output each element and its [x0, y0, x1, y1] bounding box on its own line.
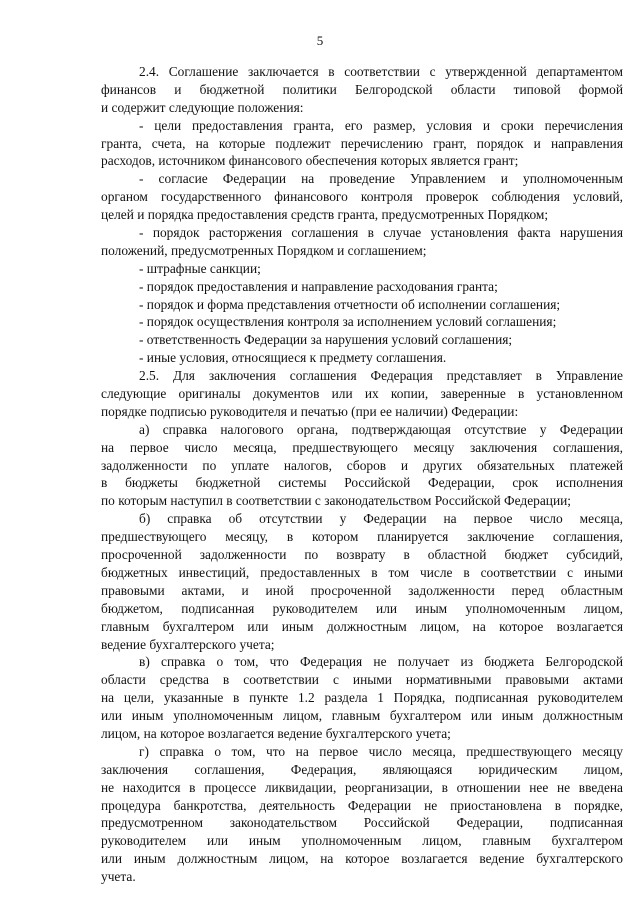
text-line: бюджетом, подписанная руководителем или иным уполномоченным лицом, [101, 600, 623, 616]
text-line: в) справка о том, что Федерация не получает из бюджета Белгородской [139, 654, 623, 670]
text-line: руководителем или иным уполномоченным лицом, главным бухгалтером [101, 833, 623, 849]
text-line: процедура банкротства, деятельность Федерации не приостановлена в порядке, [101, 797, 623, 813]
text-line: в бюджеты бюджетной системы Российской Федерации, срок исполнения [101, 475, 623, 491]
text-line: задолженности по уплате налогов, сборов и других обязательных платежей [101, 457, 623, 473]
text-line: финансов и бюджетной политики Белгородской области типовой формой [101, 81, 623, 97]
text-line: предусмотренном законодательством Российской Федерации, подписанная [101, 815, 623, 831]
text-line: области средства в соответствии с иными нормативными правовыми актами [101, 672, 623, 688]
text-line: на цели, указанные в пункте 1.2 раздела 1 Порядка, подписанная руководителем [101, 690, 623, 706]
text-line: положений, предусмотренных Порядком и соглашением; [101, 242, 427, 258]
text-line: расходов, источником финансового обеспечения которых является грант; [101, 153, 519, 169]
text-line: ведение бухгалтерского учета; [101, 636, 275, 652]
text-line: следующие оригиналы документов или их копии, заверенные в установленном [101, 386, 623, 402]
text-line: - иные условия, относящиеся к предмету соглашения. [139, 350, 447, 366]
text-line: на первое число месяца, предшествующего месяцу заключения соглашения, [101, 439, 623, 455]
text-line: г) справка о том, что на первое число месяца, предшествующего месяцу [139, 743, 623, 759]
text-line: - порядок предоставления и направление расходования гранта; [139, 278, 498, 294]
text-line: бюджетных инвестиций, предоставленных в том числе в соответствии с иными [101, 564, 623, 580]
text-line: главным бухгалтером или иным должностным лицом, на которое возлагается [101, 618, 623, 634]
text-line: или иным уполномоченным лицом, главным бухгалтером или иным должностным [101, 708, 623, 724]
text-line: просроченной задолженности по возврату в областной бюджет субсидий, [101, 547, 623, 563]
text-line: и содержит следующие положения: [101, 99, 304, 115]
text-line: или иным должностным лицом, на которое возлагается ведение бухгалтерского [101, 851, 623, 867]
text-line: гранта, счета, на которые подлежит перечислению грант, порядок и направления [101, 135, 623, 151]
text-line: целей и порядка предоставления средств гранта, предусмотренных Порядком; [101, 207, 549, 223]
text-line: - цели предоставления гранта, его размер, условия и сроки перечисления [139, 117, 623, 133]
text-line: учета. [101, 869, 136, 885]
text-line: 2.4. Соглашение заключается в соответствии с утвержденной департаментом [139, 64, 623, 79]
text-line: не находится в процессе ликвидации, реорганизации, в отношении нее не введена [101, 779, 623, 795]
text-line: предшествующего месяцу, в котором планируется заключение соглашения, [101, 529, 623, 545]
text-line: - согласие Федерации на проведение Управлением и уполномоченным [139, 171, 623, 187]
text-line: порядке подписью руководителя и печатью (при ее наличии) Федерации: [101, 403, 519, 419]
text-line: - ответственность Федерации за нарушения условий соглашения; [139, 332, 513, 348]
text-line: по которым наступил в соответствии с законодательством Российской Федерации; [101, 493, 572, 509]
text-line: правовыми актами, и иной просроченной задолженности перед областным [101, 582, 623, 598]
text-line: - порядок осуществления контроля за исполнением условий соглашения; [139, 314, 557, 330]
text-line: - порядок расторжения соглашения в случае установления факта нарушения [139, 225, 623, 241]
document-body [101, 63, 623, 886]
text-line: а) справка налогового органа, подтверждающая отсутствие у Федерации [139, 421, 623, 437]
text-line: - штрафные санкции; [139, 260, 261, 276]
text-line: органом государственного финансового контроля проверок соблюдения условий, [101, 189, 623, 205]
text-line: - порядок и форма представления отчетности об исполнении соглашения; [139, 296, 561, 312]
page-number: 5 [316, 33, 324, 48]
text-line: заключения соглашения, Федерация, являющаяся юридическим лицом, [101, 761, 623, 777]
text-line: б) справка об отсутствии у Федерации на первое число месяца, [139, 511, 623, 527]
text-line: 2.5. Для заключения соглашения Федерация представляет в Управление [139, 368, 623, 384]
text-line: лицом, на которое возлагается ведение бухгалтерского учета; [101, 725, 451, 741]
